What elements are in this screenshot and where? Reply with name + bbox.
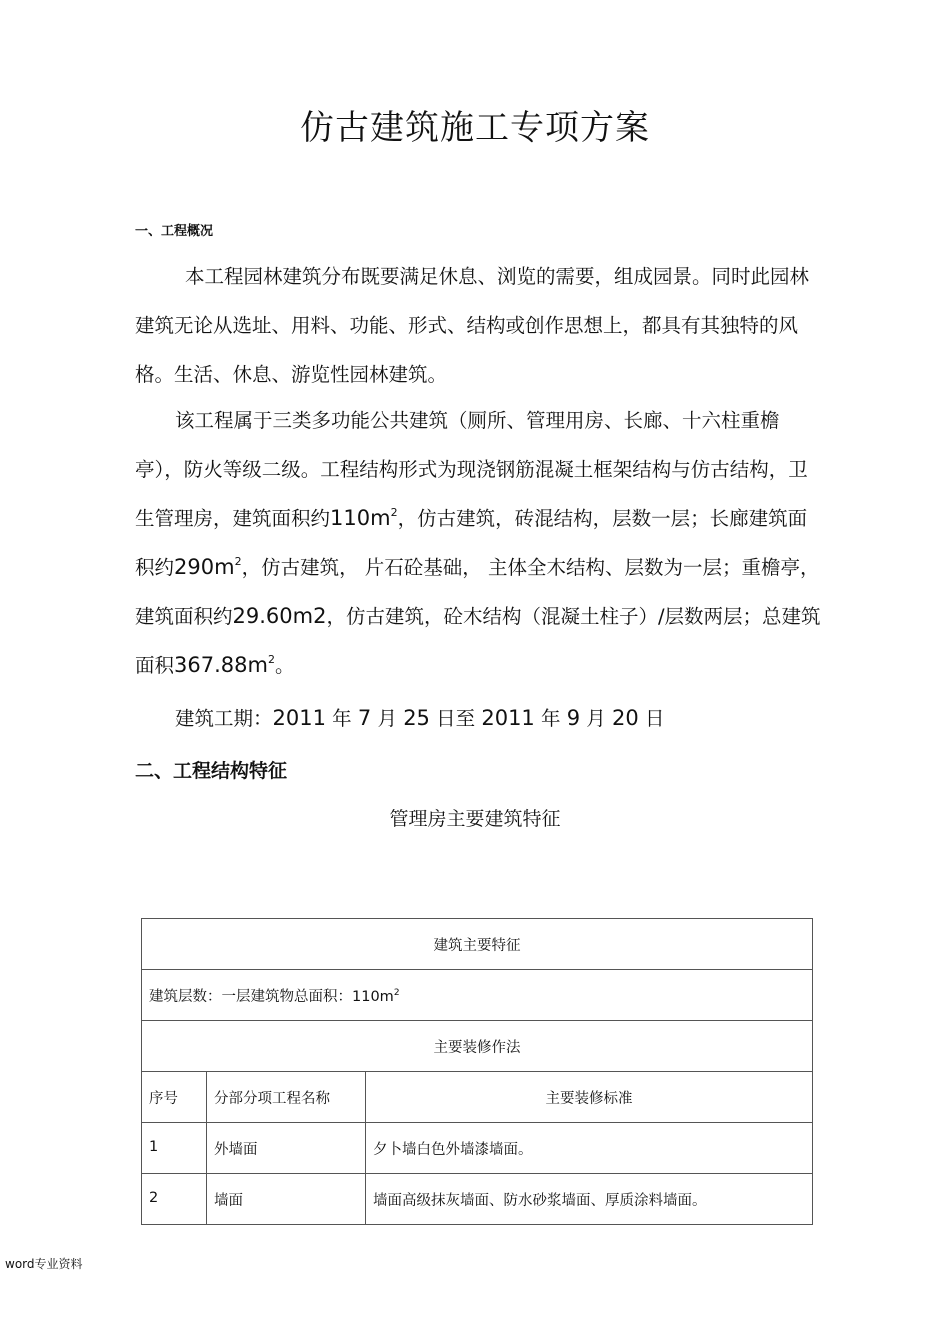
- table-row: [142, 919, 813, 970]
- schedule-unit: 月: [586, 707, 606, 730]
- row-number-cell: 1: [142, 1123, 207, 1174]
- schedule-number: 7: [357, 706, 372, 730]
- table-row: [142, 1174, 813, 1225]
- superscript: 2: [393, 987, 400, 998]
- superscript: 2: [390, 506, 398, 519]
- paragraph-building-info: [135, 396, 825, 690]
- schedule-number: 9: [566, 706, 581, 730]
- schedule-number: 25: [403, 706, 430, 730]
- decoration-header-cell: 主要装修作法: [142, 1021, 813, 1072]
- floors-info-cell: [142, 970, 813, 1021]
- schedule-label: 建筑工期：: [175, 707, 273, 730]
- table-row: [142, 1123, 813, 1174]
- text-segment: 该工程属于三类多功能公共建筑（厕所、管理用房、长廊、十六柱重檐亭），防火等级二级。工程结构形式为现浇钢筋混凝土框架结构与仿古结构，卫生管理房，建筑面积约: [135, 409, 808, 530]
- schedule-unit: 年: [541, 707, 561, 730]
- schedule-unit: 日至: [436, 707, 476, 730]
- column-header: 主要装修标准: [366, 1072, 813, 1123]
- schedule-number: 2011: [481, 706, 535, 730]
- text-segment: ，仿古建筑，砖混结构，层数一层；长廊建筑面积约: [135, 507, 808, 579]
- superscript: 2: [267, 653, 275, 666]
- paragraph-overview: 本工程园林建筑分布既要满足休息、浏览的需要，组成园景。同时此园林建筑无论从选址、用料、功能、形式、结构或创作思想上，都具有其独特的风格。生活、休息、游览性园林建筑。: [135, 265, 810, 386]
- section-heading-structure: 二、工程结构特征: [135, 760, 288, 782]
- column-header: 序号: [142, 1072, 207, 1123]
- column-header: 分部分项工程名称: [207, 1072, 366, 1123]
- table-header-cell: 建筑主要特征: [142, 919, 813, 970]
- area-value: 29.60m2: [232, 604, 327, 628]
- document-title: 仿古建筑施工专项方案: [300, 108, 650, 148]
- schedule-unit: 日: [644, 707, 665, 730]
- area-value: 110m: [330, 506, 391, 530]
- area-value: 367.88m: [174, 653, 268, 677]
- text-segment: ，仿古建筑，砼木结构（混凝土柱子）/层数两层；总建筑面积: [135, 605, 821, 677]
- table-row: [142, 1021, 813, 1072]
- section-heading-overview: 一、工程概况: [135, 224, 214, 239]
- area-value: 290m: [174, 555, 235, 579]
- table-row: [142, 1072, 813, 1123]
- floors-info-text: 建筑层数：一层建筑物总面积：110m: [149, 988, 394, 1005]
- building-features-table: [141, 918, 813, 1225]
- schedule-number: 2011: [272, 706, 326, 730]
- footer-watermark: word专业资料: [5, 1257, 83, 1271]
- table-row: [142, 970, 813, 1021]
- row-name-cell: 外墙面: [207, 1123, 366, 1174]
- schedule-unit: 月: [377, 707, 397, 730]
- row-number-cell: 2: [142, 1174, 207, 1225]
- row-standard-cell: 夕卜墙白色外墙漆墙面。: [366, 1123, 813, 1174]
- schedule-unit: 年: [332, 707, 352, 730]
- table-title: 管理房主要建筑特征: [389, 808, 561, 830]
- schedule-number: 20: [612, 706, 639, 730]
- text-segment: ，仿古建筑， 片石砼基础， 主体全木结构、层数为一层；重檐亭， 建筑面积约: [135, 556, 820, 628]
- text-segment: 。: [274, 654, 295, 677]
- row-standard-cell: 墙面高级抹灰墙面、防水砂浆墙面、厚质涂料墙面。: [366, 1174, 813, 1225]
- superscript: 2: [234, 555, 242, 568]
- paragraph-schedule: [135, 694, 825, 743]
- row-name-cell: 墙面: [207, 1174, 366, 1225]
